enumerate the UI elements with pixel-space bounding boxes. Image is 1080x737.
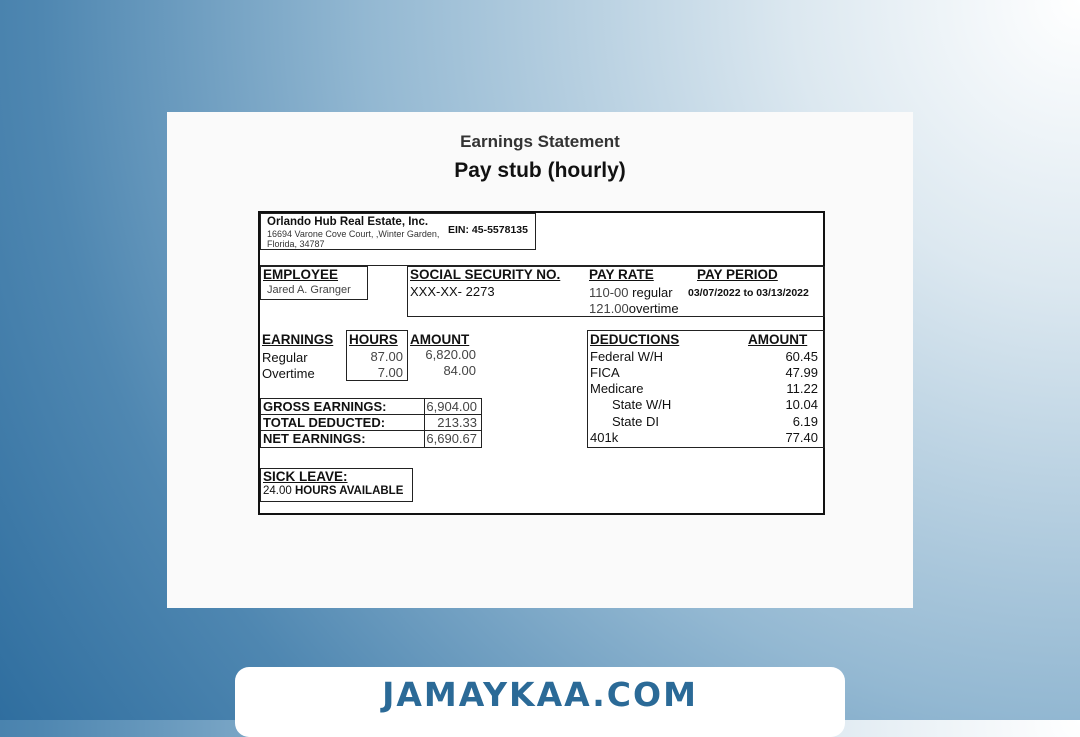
sick-leave-label: SICK LEAVE: [263,469,348,484]
regular-rate-label: regular [632,285,673,300]
total-deducted-value: 213.33 [437,415,477,430]
statement-header: Earnings Statement [460,132,620,151]
deduction-federal-wh-amount: 60.45 [785,349,818,364]
deduction-federal-wh: Federal W/H [590,349,663,364]
totals-box [260,398,482,448]
employee-box [260,266,368,300]
pay-info-box [407,266,825,317]
deduction-401k: 401k [590,430,619,445]
company-address-line1: 16694 Varone Cove Court, ,Winter Garden, [267,229,440,239]
deduction-fica-amount: 47.99 [785,365,818,380]
deduction-401k-amount: 77.40 [785,430,818,445]
company-name: Orlando Hub Real Estate, Inc. [267,216,429,228]
footer-banner [235,667,845,737]
deductions-label: DEDUCTIONS [590,332,680,347]
pay-rate-regular [589,285,673,300]
net-earnings-value: 6,690.67 [426,431,477,446]
sick-leave-box [260,468,413,502]
regular-amount: 6,820.00 [425,347,476,362]
deduction-state-di: State DI [612,414,659,429]
employee-label: EMPLOYEE [263,267,339,282]
hours-box [346,330,408,381]
overtime-rate-value: 121.00 [589,301,629,316]
pay-period-label: PAY PERIOD [697,267,778,282]
earnings-amount-label: AMOUNT [410,332,470,347]
regular-earnings-type: Regular [262,350,308,365]
sick-leave-hours [263,485,403,497]
pay-period-value: 03/07/2022 to 03/13/2022 [688,287,809,299]
deduction-fica: FICA [590,365,620,380]
regular-hours: 87.00 [370,349,403,364]
company-box [260,213,536,250]
deduction-medicare: Medicare [590,381,644,396]
hours-label: HOURS [349,332,398,347]
overtime-rate-label: overtime [628,301,679,316]
ssn-value: XXX-XX- 2273 [410,284,495,299]
deductions-amount-label: AMOUNT [748,332,808,347]
ssn-label: SOCIAL SECURITY NO. [410,267,561,282]
net-earnings-label: NET EARNINGS: [263,431,366,446]
total-deducted-label: TOTAL DEDUCTED: [263,415,386,430]
company-ein: EIN: 45-5578135 [448,224,528,236]
paystub-frame [258,211,825,515]
sick-leave-available-label: HOURS AVAILABLE [294,485,404,497]
gross-earnings-label: GROSS EARNINGS: [263,399,387,414]
document-title: Pay stub (hourly) [454,159,626,182]
paystub-card [167,112,913,608]
pay-rate-label: PAY RATE [589,267,654,282]
deduction-medicare-amount: 11.22 [786,381,818,396]
regular-rate-value: 110-00 [589,285,629,300]
footer-site-link[interactable]: JAMAYKAA.COM [382,675,698,714]
employee-name: Jared A. Granger [267,284,351,296]
deduction-state-wh: State W/H [612,397,672,412]
deductions-box [587,330,825,448]
earnings-label: EARNINGS [262,332,334,347]
overtime-earnings-type: Overtime [262,366,315,381]
overtime-amount: 84.00 [443,363,476,378]
overtime-hours: 7.00 [377,365,403,380]
pay-rate-overtime [589,301,679,316]
sick-leave-hours-value: 24.00 [263,485,292,497]
gross-earnings-value: 6,904.00 [426,399,477,414]
company-address-line2: Florida, 34787 [267,239,325,249]
deduction-state-di-amount: 6.19 [792,414,818,429]
deduction-state-wh-amount: 10.04 [785,397,818,412]
